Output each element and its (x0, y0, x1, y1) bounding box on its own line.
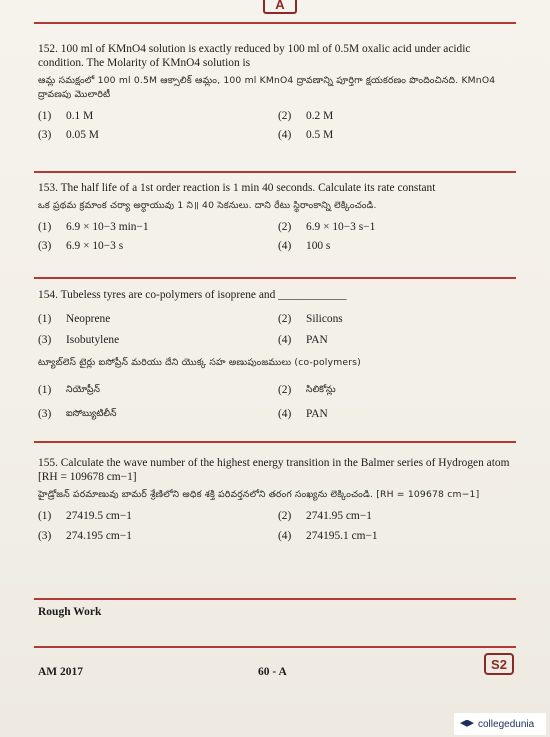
option-1: (1) 0.1 M (38, 109, 94, 122)
options (38, 506, 518, 546)
option-1: (1) Neoprene (38, 312, 111, 325)
option-3: (3) 274.195 cm−1 (38, 530, 132, 542)
option-2: (2) 6.9 × 10−3 s−1 (278, 220, 376, 233)
options-en (38, 308, 518, 350)
watermark (454, 713, 546, 735)
option-4: (4) 274195.1 cm−1 (278, 530, 378, 542)
option-4: (4) 100 s (278, 239, 331, 252)
option-1: (1) 6.9 × 10−3 min−1 (38, 220, 149, 233)
options (38, 217, 518, 255)
question-number: 152. (38, 43, 58, 55)
option-2: (2) 2741.95 cm−1 (278, 510, 372, 522)
question-number: 155. (38, 457, 58, 469)
rough-work-label: Rough Work (38, 606, 102, 618)
watermark-text: collegedunia (478, 718, 535, 730)
footer-page-number: 60 - A (258, 666, 287, 678)
question-number: 154. (38, 289, 58, 301)
divider (34, 598, 516, 600)
top-divider (34, 22, 516, 24)
options (38, 106, 518, 144)
question-text-te: హైడ్రోజన్ పరమాణువు బామర్ శ్రేణిలోని అధిక శక్తి పరివర్తనలోని తరంగ సంఖ్యను లెక్కించండి. [RH = 109678 cm−1] (38, 489, 480, 500)
question-text-te: ట్యూబ్‌లెస్ టైర్లు ఐసోప్రీన్ మరియు దేని యొక్క సహ అణుపుంజములు (co-polymers) (38, 357, 361, 368)
option-3: (3) Isobutylene (38, 333, 120, 346)
divider (34, 277, 516, 279)
options-te (38, 378, 518, 426)
question-text-en: Calculate the wave number of the highest energy transition in the Balmer series of Hydrogen atom [RH = 109678 cm−1] (38, 457, 510, 483)
option-1: (1) 27419.5 cm−1 (38, 510, 132, 522)
option-4: (4) 0.5 M (278, 128, 334, 141)
question-152 (38, 42, 518, 144)
graduation-cap-icon (460, 720, 474, 729)
question-text-en: The half life of a 1st order reaction is 1 min 40 seconds. Calculate its rate constant (60, 182, 436, 194)
question-text-en: 100 ml of KMnO4 solution is exactly reduced by 100 ml of 0.5M oxalic acid under acidic condition. The Molarity of KMnO4 solution is (38, 43, 471, 69)
option-3: (3) 6.9 × 10−3 s (38, 239, 124, 252)
question-number: 153. (38, 182, 58, 194)
series-badge: A (263, 0, 297, 14)
option-3: (3) 0.05 M (38, 128, 99, 141)
question-text-te: ఒక ప్రథమ క్రమాంక చర్యా అర్ధాయువు 1 ని॥ 40 సెకనులు. దాని రేటు స్థిరాంకాన్ని లెక్కించండి. (38, 200, 377, 211)
option-4: (4) PAN (278, 333, 328, 346)
set-badge: S2 (484, 653, 514, 675)
question-153 (38, 181, 518, 255)
option-2: (2) Silicons (278, 312, 343, 325)
question-155 (38, 456, 518, 546)
option-te-1: (1) నియోప్రీన్ (38, 384, 100, 396)
question-text-en: Tubeless tyres are co-polymers of isoprene and ____________ (60, 289, 347, 301)
footer-exam-code: AM 2017 (38, 666, 84, 678)
option-te-4: (4) PAN (278, 408, 328, 420)
footer-divider (34, 646, 516, 648)
option-te-2: (2) సిలికోన్లు (278, 384, 336, 396)
divider (34, 441, 516, 443)
option-2: (2) 0.2 M (278, 109, 334, 122)
question-text-te: ఆమ్ల సమక్షంలో 100 ml 0.5M ఆక్సాలిక్ ఆమ్లం, 100 ml KMnO4 ద్రావణాన్ని పూర్తిగా క్షయకరణం పొందించినది. KMnO4 ద్రావణపు మొలారిటీ (38, 75, 496, 100)
option-te-3: (3) ఐసోబ్యుటిలీన్ (38, 408, 117, 420)
divider (34, 171, 516, 173)
question-154 (38, 288, 518, 426)
